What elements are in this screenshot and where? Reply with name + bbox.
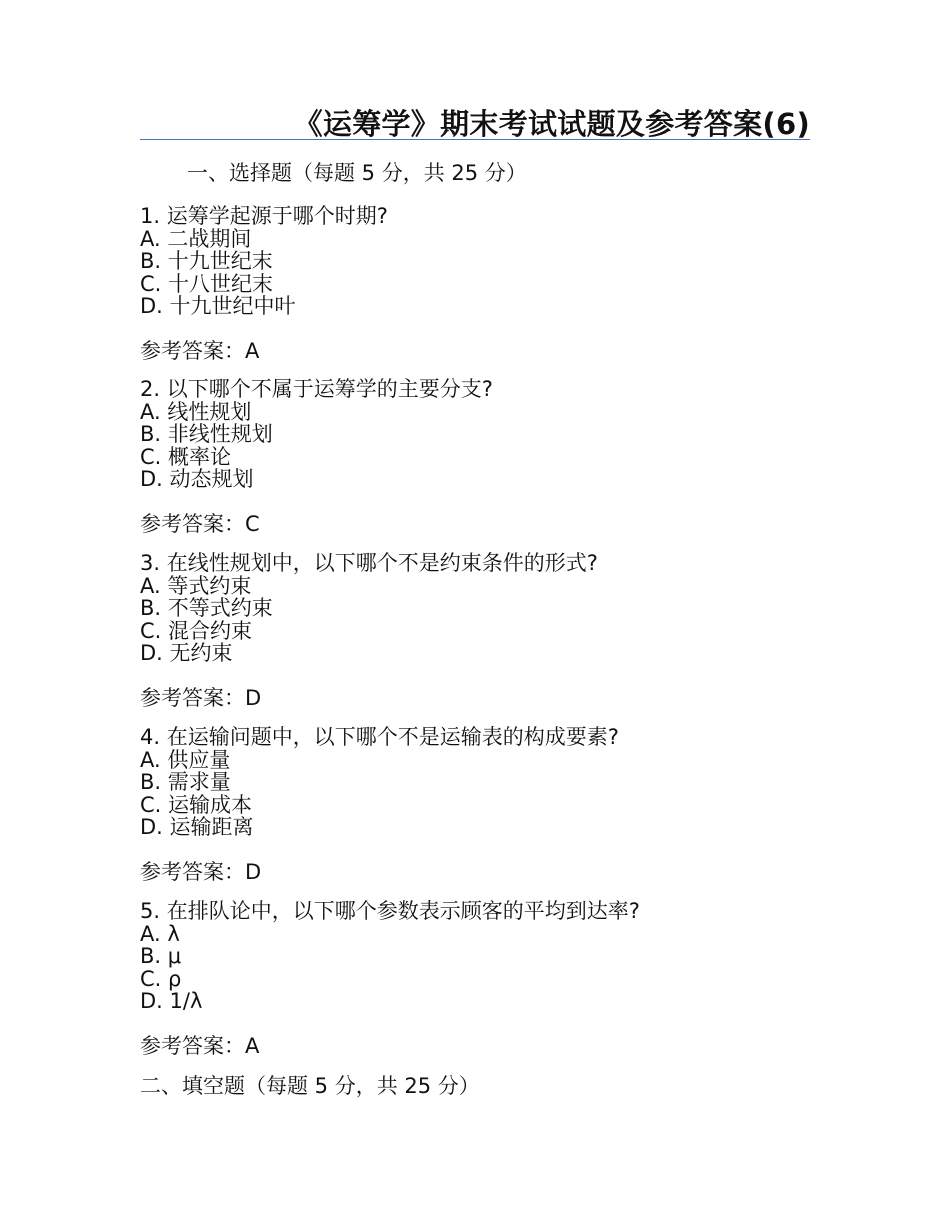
section-heading-fill-blank: 二、填空题（每题 5 分，共 25 分） bbox=[140, 1074, 480, 1098]
option-b: B. 非线性规划 bbox=[140, 422, 273, 446]
option-b: B. 不等式约束 bbox=[140, 596, 273, 620]
question-text: 3. 在线性规划中，以下哪个不是约束条件的形式? bbox=[140, 551, 598, 575]
reference-answer: 参考答案：C bbox=[140, 511, 260, 536]
reference-answer: 参考答案：A bbox=[140, 338, 260, 363]
reference-answer: 参考答案：D bbox=[140, 859, 262, 884]
option-c: C. 十八世纪末 bbox=[140, 271, 274, 296]
question-text: 4. 在运输问题中，以下哪个不是运输表的构成要素? bbox=[140, 725, 619, 749]
option-c: C. 概率论 bbox=[140, 444, 232, 469]
option-d: D. 1/λ bbox=[140, 989, 203, 1013]
question-4 bbox=[140, 726, 820, 886]
option-b: B. 十九世纪末 bbox=[140, 249, 273, 273]
option-d: D. 无约束 bbox=[140, 641, 233, 665]
option-a: A. 二战期间 bbox=[140, 226, 252, 251]
question-text: 5. 在排队论中，以下哪个参数表示顾客的平均到达率? bbox=[140, 899, 640, 923]
question-1 bbox=[140, 205, 820, 365]
option-a: A. λ bbox=[140, 921, 180, 946]
option-d: D. 运输距离 bbox=[140, 815, 254, 839]
question-text: 1. 运筹学起源于哪个时期? bbox=[140, 204, 388, 228]
option-a: A. 供应量 bbox=[140, 747, 231, 772]
title-underline bbox=[140, 139, 810, 140]
question-2 bbox=[140, 378, 820, 538]
question-text: 2. 以下哪个不属于运筹学的主要分支? bbox=[140, 377, 493, 401]
option-d: D. 十九世纪中叶 bbox=[140, 294, 296, 318]
option-b: B. μ bbox=[140, 944, 182, 968]
question-3 bbox=[140, 552, 820, 712]
option-a: A. 等式约束 bbox=[140, 573, 252, 598]
option-b: B. 需求量 bbox=[140, 770, 231, 794]
question-5 bbox=[140, 900, 820, 1060]
option-c: C. 运输成本 bbox=[140, 792, 253, 817]
reference-answer: 参考答案：D bbox=[140, 685, 262, 710]
reference-answer: 参考答案：A bbox=[140, 1033, 260, 1058]
option-a: A. 线性规划 bbox=[140, 399, 252, 424]
page-title: 《运筹学》期末考试试题及参考答案(6) bbox=[293, 107, 810, 141]
section-heading-choice: 一、选择题（每题 5 分，共 25 分） bbox=[187, 161, 527, 185]
option-d: D. 动态规划 bbox=[140, 467, 254, 491]
option-c: C. 混合约束 bbox=[140, 618, 253, 643]
option-c: C. ρ bbox=[140, 966, 182, 991]
